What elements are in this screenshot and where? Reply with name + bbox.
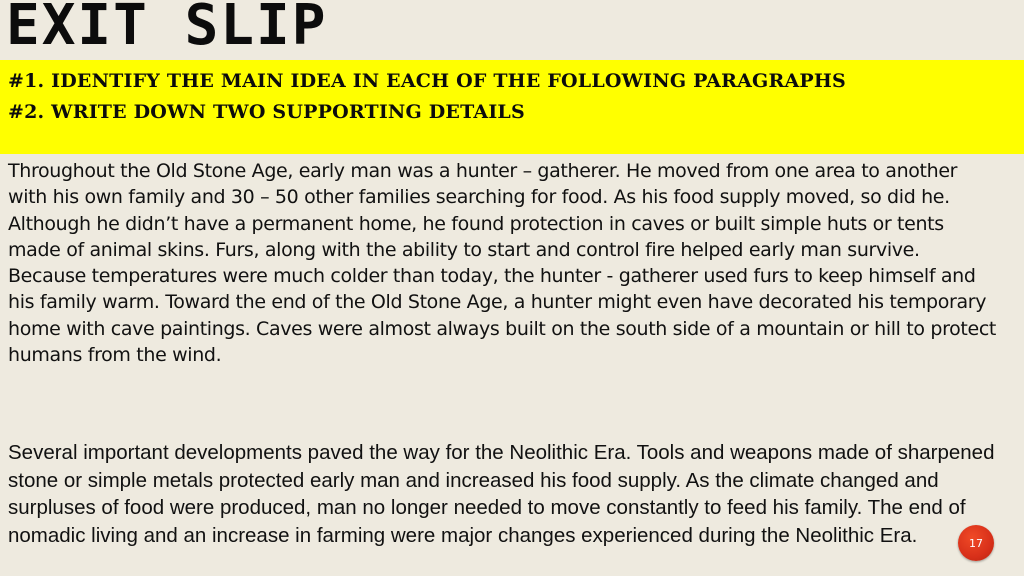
slide-title: EXIT SLIP xyxy=(6,0,328,58)
instruction-line-1: #1. IDENTIFY THE MAIN IDEA IN EACH OF THE FOLLOWING PARAGRAPHS xyxy=(8,70,846,92)
instruction-line-2: #2. WRITE DOWN TWO SUPPORTING DETAILS xyxy=(8,101,525,123)
paragraph-old-stone-age: Throughout the Old Stone Age, early man was a hunter – gatherer. He moved from one area to another with his own family and 30 – 50 other families searching for food. As his food supply moved, so did he. Although he didn’t have a permanent home, he found protection in caves or built simple huts or tents made of animal skins. Furs, along with the ability to start and control fire helped early man survive. Because temperatures were much colder than today, the hunter - gatherer used furs to keep himself and his family warm. Toward the end of the Old Stone Age, a hunter might even have decorated his temporary home with cave paintings. Caves were almost always built on the south side of a mountain or hill to protect humans from the wind. xyxy=(8,160,997,367)
slide-number-badge: 17 xyxy=(958,525,994,561)
paragraph-neolithic-era: Several important developments paved the way for the Neolithic Era. Tools and weapons made of sharpened stone or simple metals protected early man and increased his food supply. As the climate changed and surpluses of food were produced, man no longer needed to move constantly to feed his family. The end of nomadic living and an increase in farming were major changes experienced during the Neolithic Era. xyxy=(8,441,995,547)
instruction-banner xyxy=(0,60,1024,154)
